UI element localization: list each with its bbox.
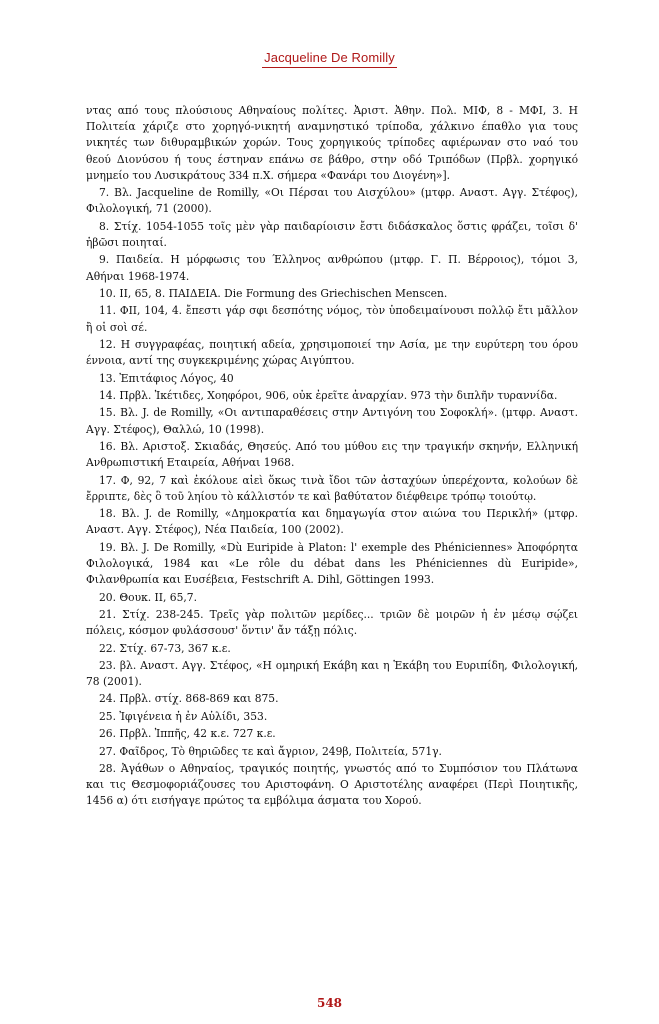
footnote-15: 15. Βλ. J. de Romilly, «Οι αντιπαραθέσεις στην Αντιγόνη του Σοφοκλή». (μτφρ. Αναστ. Αγγ. Στέφος), Θαλλώ, 10 (1998). (86, 406, 578, 436)
footnote-25: 25. Ἰφιγένεια ἡ ἐν Αὐλίδι, 353. (99, 709, 268, 723)
footnote-10: 10. II, 65, 8. ΠΑΙΔΕΙΑ. Die Formung des Griechischen Menscen. (99, 286, 448, 300)
page-number: 548 (316, 996, 343, 1010)
footnote-9: 9. Παιδεία. Η μόρφωσις του Έλληνος ανθρώπου (μτφρ. Γ. Π. Βέρροιος), τόμοι 3, Αθήναι 1968-1974. (86, 253, 578, 283)
footnote-7: 7. Βλ. Jacqueline de Romilly, «Οι Πέρσαι του Αισχύλου» (μτφρ. Αναστ. Αγγ. Στέφος), Φιλολογική, 71 (2000). (86, 186, 578, 216)
footnote-26: 26. Πρβλ. Ἱππῆς, 42 κ.ε. 727 κ.ε. (99, 727, 276, 741)
footnote-13: 13. Ἐπιτάφιος Λόγος, 40 (99, 371, 234, 385)
footnote-18: 18. Βλ. J. de Romilly, «Δημοκρατία και δημαγωγία στον αιώνα του Περικλή» (μτφρ. Αναστ. Αγγ. Στέφος), Νέα Παιδεία, 100 (2002). (86, 507, 578, 537)
footnote-24: 24. Πρβλ. στίχ. 868-869 και 875. (99, 692, 279, 706)
footnote-22: 22. Στίχ. 67-73, 367 κ.ε. (99, 641, 231, 655)
footnote-14: 14. Πρβλ. Ἱκέτιδες, Χοηφόροι, 906, οὐκ ἐρεῖτε ἀναρχίαν. 973 τὴν διπλῆν τυραννίδα. (99, 388, 558, 402)
footnote-19: 19. Βλ. J. De Romilly, «Dù Euripide à Platon: l' exemple des Phéniciennes» Ἀποφόρητα Φιλολογικά, 1984 και «Le rôle du débat dans les Phéniciennes dù Euripide», Φιλανθρωπία και Ευσέβεια, Festschrift A. Dihl, Göttingen 1993. (86, 540, 578, 587)
footnote-12: 12. Η συγγραφέας, ποιητική αδεία, χρησιμοποιεί την Ασία, με την ευρύτερη του όρου έννοια, αντί της συγκεκριμένης χώρας Αιγύπτου. (86, 337, 578, 368)
footnote-27: 27. Φαῖδρος, Τὸ θηριῶδες τε καὶ ἄγριον, 249β, Πολιτεία, 571γ. (99, 744, 442, 758)
footnote-continuation: ντας από τους πλούσιους Αθηναίους πολίτες. Ἀριστ. Ἀθην. Πολ. ΜΙΦ, 8 - ΜΦΙ, 3. Η Πολιτεία χάριζε στο χορηγό-νικητή αναμνηστικό τρίποδα, χάλκινο έπαθλο για τους νικητές των διθυραμβικών χορών. Τους χορηγικούς τρίποδες αφιέρωναν στο ναό του θεού Διονύσου ή τους έστηναν επάνω σε βάθρο, στην οδό Τριπόδων (Πρβλ. χορηγικό μνημείο του Λυσικράτους 334 π.Χ. σήμερα «Φανάρι του Διογένη»]. (86, 104, 578, 182)
footnote-21: 21. Στίχ. 238-245. Τρεῖς γὰρ πολιτῶν μερίδες... τριῶν δὲ μοιρῶν ἡ ἐν μέσῳ σῴζει πόλεις, κόσμον φυλάσσουσ' ὅντιν' ἄν τάξῃ πόλις. (86, 607, 578, 638)
footnote-23: 23. βλ. Αναστ. Αγγ. Στέφος, «Η ομηρική Εκάβη και η Ἑκάβη του Ευριπίδη, Φιλολογική, 78 (2001). (86, 658, 578, 689)
footnote-16: 16. Βλ. Αριστοξ. Σκιαδάς, Θησεύς. Από του μύθου εις την τραγικήν σκηνήν, Ελληνική Ανθρωπιστική Εταιρεία, Αθήναι 1968. (86, 439, 578, 470)
header-title: Jacqueline De Romilly (262, 50, 397, 68)
footnotes-section (86, 103, 578, 811)
footnote-11: 11. ΦΙΙ, 104, 4. ἔπεστι γάρ σφι δεσπότης νόμος, τὸν ὑποδειμαίνουσι πολλῷ ἔτι μᾶλλον ἢ οἱ σοὶ σέ. (86, 304, 578, 334)
footnote-8: 8. Στίχ. 1054-1055 τοῖς μὲν γὰρ παιδαρίοισιν ἔστι διδάσκαλος ὅστις φράζει, τοῖσι δ' ἡβῶσι ποιηταί. (86, 219, 578, 249)
running-header (0, 50, 659, 65)
footnote-20: 20. Θουκ. II, 65,7. (99, 590, 197, 604)
footnote-28: 28. Ἀγάθων ο Αθηναίος, τραγικός ποιητής, γνωστός από το Συμπόσιον του Πλάτωνα και τις Θεσμοφοριάζουσες του Αριστοφάνη. Ο Αριστοτέλης αναφέρει (Περὶ Ποιητικῆς, 1456 α) ότι εισήγαγε πρώτος τα εμβόλιμα άσματα του Χορού. (86, 762, 578, 808)
footnote-17: 17. Φ, 92, 7 καὶ ἐκόλουε αἰεὶ ὅκως τινὰ ἴδοι τῶν ἀσταχύων ὑπερέχοντα, κολούων δὲ ἔρριπτε, δὲς ὃ τοῦ ληίου τὸ κάλλιστόν τε καὶ βαθύτατον διέφθειρε τρόπῳ τοιούτῳ. (86, 473, 578, 503)
